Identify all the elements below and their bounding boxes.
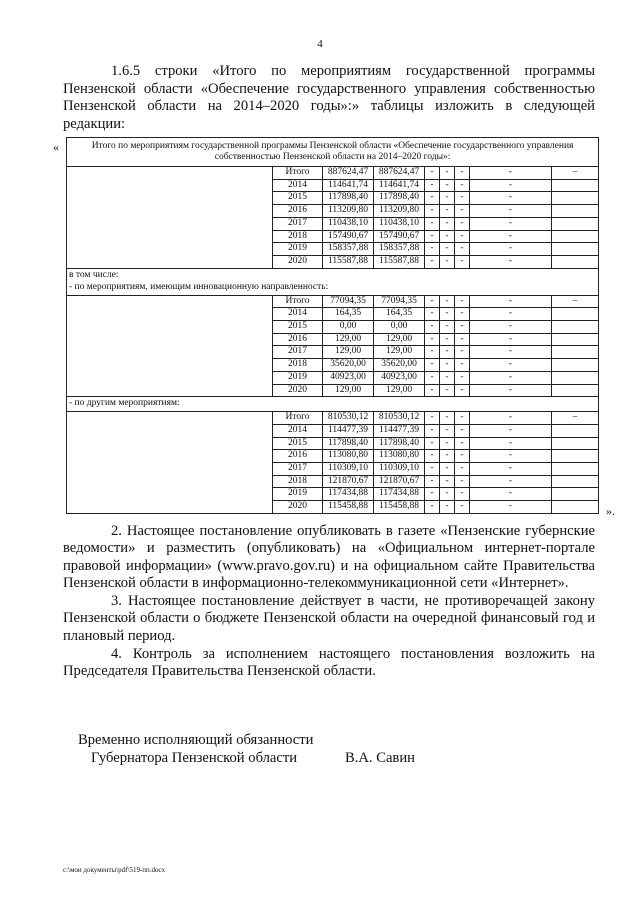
table-year-cell: 2019	[273, 371, 323, 384]
table-dash-cell: -	[455, 192, 470, 205]
table-total-cell: 129,00	[323, 346, 374, 359]
table-year-cell: 2016	[273, 205, 323, 218]
table-total-cell: 114477,39	[323, 424, 374, 437]
table-year-cell: 2018	[273, 475, 323, 488]
table-dash-cell: -	[470, 463, 552, 476]
paragraph-3-text: 3. Настоящее постановление действует в части, не противоречащей закону Пензенской области о бюджете Пензенской области на очередной финансовый год и плановый период.	[63, 593, 595, 644]
table-regional-cell: 114477,39	[374, 424, 425, 437]
table-total-cell: 0,00	[323, 321, 374, 334]
table-total-cell: 121870,67	[323, 475, 374, 488]
table-dash-cell: -	[470, 450, 552, 463]
table-dash-cell: -	[425, 230, 440, 243]
table-regional-cell: 810530,12	[374, 412, 425, 425]
table-dash-cell: -	[425, 437, 440, 450]
table-dash-cell: -	[470, 437, 552, 450]
table-blank-cell	[552, 205, 599, 218]
table-header-cell: Итого по мероприятиям государственной программы Пензенской области «Обеспечение государственного управления собственностью Пензенской области на 2014–2020 годы»:	[67, 138, 599, 167]
table-year-cell: 2015	[273, 192, 323, 205]
table-dash-cell: -	[455, 437, 470, 450]
table-total-cell: 110309,10	[323, 463, 374, 476]
table-dash-cell: -	[455, 295, 470, 308]
table-total-cell: 810530,12	[323, 412, 374, 425]
table-year-cell: 2017	[273, 463, 323, 476]
table-dash-cell: -	[470, 346, 552, 359]
table-dash-cell: -	[440, 437, 455, 450]
table-dash-cell: -	[455, 488, 470, 501]
table-dash-cell: -	[470, 243, 552, 256]
table-section-label	[67, 268, 599, 295]
table-dash-cell: -	[425, 167, 440, 180]
table-dash-cell: -	[470, 192, 552, 205]
table-regional-cell: 113080,80	[374, 450, 425, 463]
table-blank-cell	[552, 475, 599, 488]
table-dash-cell: -	[470, 359, 552, 372]
table-dash-cell: -	[440, 192, 455, 205]
table-dash-cell: -	[455, 333, 470, 346]
paragraph-4	[63, 646, 595, 681]
table-dash-cell: -	[455, 179, 470, 192]
table-dash-cell: -	[470, 321, 552, 334]
table-dash-cell: -	[470, 412, 552, 425]
table-blank-cell	[552, 230, 599, 243]
table-year-cell: 2016	[273, 450, 323, 463]
table-regional-cell: 887624,47	[374, 167, 425, 180]
table-regional-cell: 113209,80	[374, 205, 425, 218]
table-row	[67, 412, 599, 425]
table-dash-cell: -	[440, 167, 455, 180]
table-dash-cell: -	[425, 321, 440, 334]
table-year-cell: 2015	[273, 437, 323, 450]
intro-line-4: редакции:	[63, 115, 126, 132]
table-blank-cell	[552, 424, 599, 437]
table-dash-cell: -	[455, 450, 470, 463]
table-regional-cell: 117434,88	[374, 488, 425, 501]
budget-table	[66, 137, 599, 514]
table-year-cell: 2014	[273, 308, 323, 321]
table-regional-cell: 77094,35	[374, 295, 425, 308]
table-year-cell: 2019	[273, 488, 323, 501]
table-year-cell: Итого	[273, 412, 323, 425]
footer-file-path: c:\мои документы\pdf\519-пп.docx	[63, 866, 166, 874]
table-blank-cell	[552, 488, 599, 501]
table-dash-cell: -	[425, 308, 440, 321]
table-regional-cell: 0,00	[374, 321, 425, 334]
table-blank-cell	[552, 243, 599, 256]
table-total-cell: 129,00	[323, 384, 374, 397]
table-regional-cell: 129,00	[374, 384, 425, 397]
table-dash-cell: -	[455, 321, 470, 334]
table-dash-cell: -	[440, 424, 455, 437]
table-total-cell: 115458,88	[323, 501, 374, 514]
table-year-cell: 2014	[273, 179, 323, 192]
table-dash-cell: -	[470, 179, 552, 192]
table-empty-cell	[67, 412, 273, 514]
table-year-cell: 2016	[273, 333, 323, 346]
table-dash-cell: -	[440, 205, 455, 218]
table-dash-cell: -	[455, 359, 470, 372]
table-dash-cell: -	[425, 384, 440, 397]
table-total-cell: 77094,35	[323, 295, 374, 308]
table-total-cell: 113080,80	[323, 450, 374, 463]
table-year-cell: 2020	[273, 255, 323, 268]
table-regional-cell: 35620,00	[374, 359, 425, 372]
table-regional-cell: 40923,00	[374, 371, 425, 384]
table-dash-cell: -	[470, 424, 552, 437]
table-section-row	[67, 268, 599, 295]
table-header-row	[67, 138, 599, 167]
table-dash-cell: -	[440, 450, 455, 463]
table-blank-cell	[552, 308, 599, 321]
table-blank-cell	[552, 179, 599, 192]
table-year-cell: 2020	[273, 384, 323, 397]
table-dash-cell: -	[440, 475, 455, 488]
table-dash-cell: -	[440, 333, 455, 346]
table-regional-cell: 110438,10	[374, 217, 425, 230]
table-dash-cell: -	[455, 412, 470, 425]
table-dash-cell: -	[455, 501, 470, 514]
table-total-cell: 158357,88	[323, 243, 374, 256]
table-regional-cell: 121870,67	[374, 475, 425, 488]
table-total-cell: 117434,88	[323, 488, 374, 501]
table-regional-cell: 110309,10	[374, 463, 425, 476]
table-total-cell: 117898,40	[323, 437, 374, 450]
table-dash-cell: -	[440, 308, 455, 321]
table-dash-cell: -	[425, 192, 440, 205]
table-dash-cell: -	[470, 371, 552, 384]
table-dash-cell: -	[470, 295, 552, 308]
table-year-cell: 2017	[273, 217, 323, 230]
intro-line-3: Пензенской области на 2014–2020 годы»:» таблицы изложить в следующей	[63, 98, 595, 114]
section-label-in-total: в том числе:	[69, 269, 119, 280]
table-total-cell: 117898,40	[323, 192, 374, 205]
table-total-cell: 35620,00	[323, 359, 374, 372]
table-dash-cell: -	[425, 424, 440, 437]
table-total-cell: 164,35	[323, 308, 374, 321]
quote-open-mark: «	[53, 140, 59, 154]
table-dash-cell: -	[440, 412, 455, 425]
table-dash-cell: -	[455, 167, 470, 180]
signature-title-1: Временно исполняющий обязанности	[78, 732, 314, 748]
table-dash-cell: -	[440, 255, 455, 268]
table-blank-cell	[552, 450, 599, 463]
table-dash-cell: -	[425, 295, 440, 308]
table-dash-cell: -	[440, 230, 455, 243]
table-row	[67, 295, 599, 308]
table-dash-cell: -	[425, 488, 440, 501]
table-blank-cell	[552, 501, 599, 514]
table-total-cell: 113209,80	[323, 205, 374, 218]
table-regional-cell: 114641,74	[374, 179, 425, 192]
table-dash-cell: -	[470, 475, 552, 488]
table-dash-cell: -	[455, 346, 470, 359]
table-year-cell: 2020	[273, 501, 323, 514]
table-total-cell: 129,00	[323, 333, 374, 346]
table-dash-cell: -	[425, 501, 440, 514]
table-total-cell: 110438,10	[323, 217, 374, 230]
table-regional-cell: 117898,40	[374, 192, 425, 205]
table-regional-cell: 117898,40	[374, 437, 425, 450]
table-year-cell: 2014	[273, 424, 323, 437]
section-label-innovative: - по мероприятиям, имеющим инновационную направленность:	[69, 281, 329, 292]
table-dash-cell: -	[425, 255, 440, 268]
table-dash-cell: -	[425, 333, 440, 346]
table-dash-cell: -	[425, 243, 440, 256]
table-dash-cell: -	[425, 412, 440, 425]
section-label-other: - по другим мероприятиям:	[67, 397, 599, 412]
table-dash-cell: -	[440, 217, 455, 230]
table-empty-cell	[67, 167, 273, 269]
table-regional-cell: 158357,88	[374, 243, 425, 256]
table-dash-cell: -	[470, 384, 552, 397]
table-dash-cell: -	[455, 371, 470, 384]
table-dash-cell: -	[455, 255, 470, 268]
table-blank-cell	[552, 463, 599, 476]
table-row	[67, 167, 599, 180]
table-dash-cell: -	[455, 384, 470, 397]
table-empty-cell	[67, 295, 273, 397]
table-regional-cell: 157490,67	[374, 230, 425, 243]
table-total-cell: 40923,00	[323, 371, 374, 384]
table-dash-cell: -	[425, 450, 440, 463]
table-dash-cell: -	[455, 217, 470, 230]
table-blank-cell	[552, 255, 599, 268]
table-dash-cell: -	[440, 179, 455, 192]
table-year-cell: Итого	[273, 295, 323, 308]
table-total-cell: 157490,67	[323, 230, 374, 243]
table-section-row	[67, 397, 599, 412]
table-dash-cell: -	[455, 205, 470, 218]
table-dash-cell: -	[455, 243, 470, 256]
intro-line-2: Пензенской области «Обеспечение государственного управления собственностью	[63, 80, 595, 97]
table-year-cell: 2017	[273, 346, 323, 359]
table-dash-cell: -	[470, 205, 552, 218]
table-blank-cell	[552, 333, 599, 346]
table-dash-cell: -	[455, 230, 470, 243]
table-dash-cell: -	[470, 333, 552, 346]
table-regional-cell: 129,00	[374, 333, 425, 346]
table-dash-cell: -	[470, 217, 552, 230]
table-blank-cell	[552, 371, 599, 384]
table-long-dash-cell: –	[552, 295, 599, 308]
signature-title-2: Губернатора Пензенской области	[91, 750, 298, 766]
paragraph-2-text: 2. Настоящее постановление опубликовать в газете «Пензенские губернские ведомости» и разместить (опубликовать) на «Официальном интернет-портале правовой информации» (www.pravo.gov.ru) и на официальном сайте Правительства Пензенской области в информационно-телекоммуникационной сети «Интернет».	[63, 523, 595, 592]
table-regional-cell: 164,35	[374, 308, 425, 321]
table-dash-cell: -	[455, 424, 470, 437]
table-dash-cell: -	[440, 384, 455, 397]
signature-name: В.А. Савин	[345, 750, 415, 766]
table-year-cell: Итого	[273, 167, 323, 180]
table-regional-cell: 129,00	[374, 346, 425, 359]
table-dash-cell: -	[425, 359, 440, 372]
table-dash-cell: -	[440, 359, 455, 372]
table-dash-cell: -	[440, 243, 455, 256]
table-dash-cell: -	[425, 179, 440, 192]
paragraph-2	[63, 523, 595, 593]
table-year-cell: 2018	[273, 359, 323, 372]
quote-close-mark: ».	[606, 504, 615, 518]
table-dash-cell: -	[440, 321, 455, 334]
table-dash-cell: -	[455, 463, 470, 476]
table-dash-cell: -	[425, 371, 440, 384]
table-dash-cell: -	[470, 488, 552, 501]
table-regional-cell: 115587,88	[374, 255, 425, 268]
table-total-cell: 115587,88	[323, 255, 374, 268]
table-dash-cell: -	[425, 475, 440, 488]
table-dash-cell: -	[440, 488, 455, 501]
table-blank-cell	[552, 217, 599, 230]
table-dash-cell: -	[470, 255, 552, 268]
table-dash-cell: -	[470, 167, 552, 180]
table-dash-cell: -	[440, 371, 455, 384]
table-dash-cell: -	[440, 295, 455, 308]
table-dash-cell: -	[440, 501, 455, 514]
budget-table-body	[67, 138, 599, 514]
table-total-cell: 887624,47	[323, 167, 374, 180]
table-dash-cell: -	[470, 230, 552, 243]
table-long-dash-cell: –	[552, 412, 599, 425]
table-year-cell: 2019	[273, 243, 323, 256]
table-blank-cell	[552, 437, 599, 450]
paragraph-4-text: 4. Контроль за исполнением настоящего постановления возложить на Председателя Правительства Пензенской области.	[63, 646, 595, 680]
table-year-cell: 2015	[273, 321, 323, 334]
table-blank-cell	[552, 192, 599, 205]
table-dash-cell: -	[455, 475, 470, 488]
table-regional-cell: 115458,88	[374, 501, 425, 514]
table-blank-cell	[552, 321, 599, 334]
page-number: 4	[317, 38, 323, 50]
table-dash-cell: -	[440, 346, 455, 359]
table-dash-cell: -	[440, 463, 455, 476]
table-dash-cell: -	[470, 501, 552, 514]
table-blank-cell	[552, 359, 599, 372]
table-dash-cell: -	[425, 217, 440, 230]
table-blank-cell	[552, 384, 599, 397]
table-total-cell: 114641,74	[323, 179, 374, 192]
table-year-cell: 2018	[273, 230, 323, 243]
table-dash-cell: -	[470, 308, 552, 321]
table-blank-cell	[552, 346, 599, 359]
intro-line-1: 1.6.5 строки «Итого по мероприятиям государственной программы	[111, 63, 595, 79]
table-long-dash-cell: –	[552, 167, 599, 180]
table-dash-cell: -	[425, 205, 440, 218]
intro-paragraph	[63, 63, 595, 133]
table-dash-cell: -	[455, 308, 470, 321]
table-dash-cell: -	[425, 463, 440, 476]
table-dash-cell: -	[425, 346, 440, 359]
paragraph-3	[63, 593, 595, 645]
